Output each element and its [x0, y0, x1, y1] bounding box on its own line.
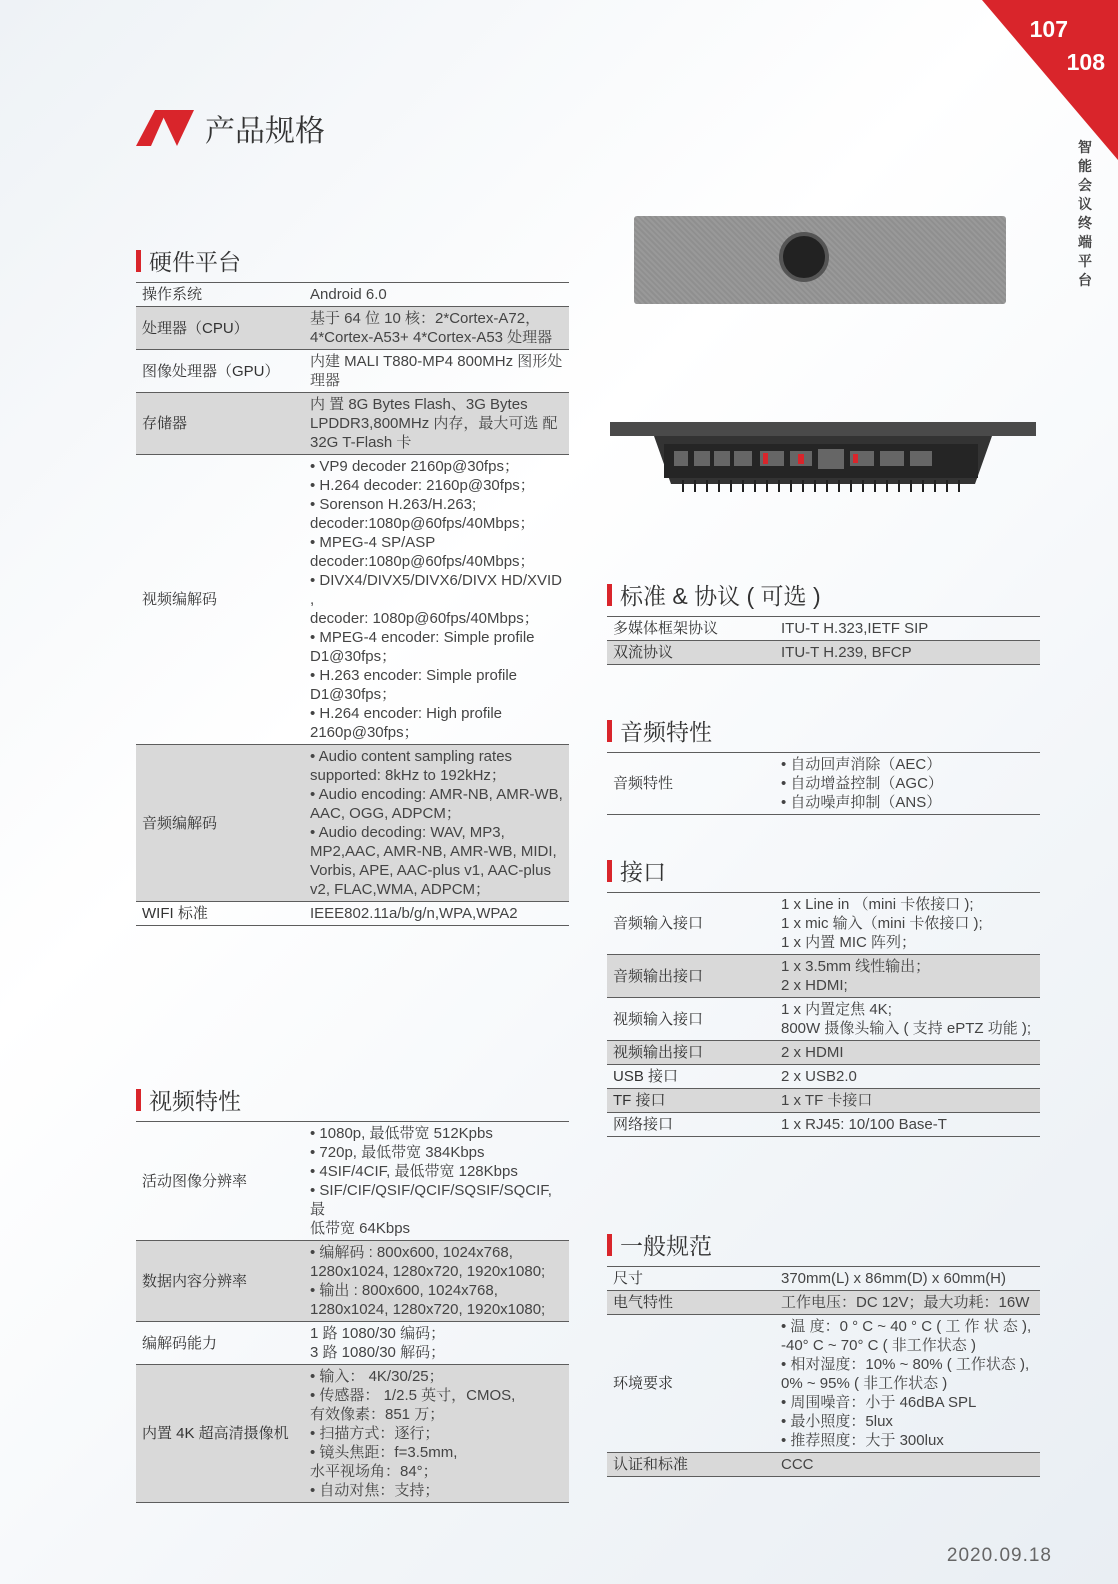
- table-row: [607, 753, 1040, 815]
- hardware-heading: [136, 244, 569, 277]
- general-heading: [607, 1228, 1040, 1261]
- spec-value-line: 1 x RJ45: 10/100 Base-T: [781, 1116, 947, 1133]
- spec-label: 认证和标准: [607, 1453, 775, 1477]
- spec-label: 音频特性: [607, 753, 775, 815]
- spec-value-line: 32G T-Flash 卡: [310, 434, 412, 451]
- hardware-rows: [136, 283, 569, 926]
- page-number-left: 107: [1029, 16, 1068, 42]
- spec-value: [304, 1365, 569, 1503]
- spec-value-line: • Audio encoding: AMR-NB, AMR-WB,: [310, 786, 563, 803]
- table-row: [136, 283, 569, 307]
- spec-value-line: • 相对湿度：10% ~ 80% ( 工作状态 ),: [781, 1356, 1030, 1373]
- interfaces-title: 接口: [620, 859, 666, 885]
- hardware-title: 硬件平台: [149, 249, 241, 275]
- spec-value-line: AAC, OGG, ADPCM；: [310, 805, 461, 822]
- spec-value: [304, 745, 569, 902]
- interfaces-heading: [607, 854, 1040, 887]
- table-row: [607, 1315, 1040, 1453]
- spec-value: [775, 1315, 1040, 1453]
- table-row: [136, 393, 569, 455]
- spec-value-line: • 720p, 最低带宽 384Kbps: [310, 1144, 485, 1161]
- spec-value-line: • 自动回声消除（AEC）: [781, 756, 942, 773]
- table-row: [136, 307, 569, 350]
- page-title: 产品规格: [205, 115, 325, 148]
- spec-value-line: 370mm(L) x 86mm(D) x 60mm(H): [781, 1270, 1007, 1287]
- spec-value-line: • 扫描方式：逐行；: [310, 1425, 440, 1442]
- page-date: 2020.09.18: [946, 1545, 1052, 1566]
- spec-value-line: • 输入： 4K/30/25；: [310, 1368, 444, 1385]
- spec-value-line: • H.264 decoder: 2160p@30fps；: [310, 477, 535, 494]
- spec-label: 视频输出接口: [607, 1041, 775, 1065]
- spec-label: 视频输入接口: [607, 998, 775, 1041]
- spec-value-line: • 温 度：0 ° C ~ 40 ° C ( 工 作 状 态 ),: [781, 1318, 1032, 1335]
- camera-lens-icon: [779, 232, 829, 282]
- spec-value: [304, 902, 569, 926]
- spec-value-line: -40° C ~ 70° C ( 非工作状态 ): [781, 1337, 976, 1354]
- video-table: [136, 1121, 569, 1503]
- table-row: [136, 1322, 569, 1365]
- interfaces-table: [607, 892, 1040, 1137]
- side-title: 智能会议终端平台: [1078, 139, 1092, 288]
- spec-value: [775, 753, 1040, 815]
- spec-value: [304, 455, 569, 745]
- spec-value-line: • H.263 encoder: Simple profile: [310, 667, 518, 684]
- spec-value-line: CCC: [781, 1456, 814, 1473]
- spec-value: [775, 1291, 1040, 1315]
- spec-value: [304, 350, 569, 393]
- spec-label: 内置 4K 超高清摄像机: [136, 1365, 304, 1503]
- spec-value-line: 2 x HDMI;: [781, 977, 848, 994]
- table-row: [607, 893, 1040, 955]
- table-row: [607, 1453, 1040, 1477]
- spec-value-line: • 推荐照度：大于 300lux: [781, 1432, 944, 1449]
- standards-rows: [607, 617, 1040, 665]
- spec-value: [775, 998, 1040, 1041]
- spec-value: [775, 617, 1040, 641]
- spec-value-line: • 自动噪声抑制（ANS）: [781, 794, 942, 811]
- spec-value-line: • 4SIF/4CIF, 最低带宽 128Kbps: [310, 1163, 518, 1180]
- spec-value: [304, 1322, 569, 1365]
- spec-value-line: Android 6.0: [310, 286, 387, 303]
- spec-value-line: 1280x1024, 1280x720, 1920x1080;: [310, 1263, 546, 1280]
- section-accent-bar: [136, 250, 141, 272]
- spec-label: 音频输入接口: [607, 893, 775, 955]
- hardware-section: [136, 244, 569, 926]
- camera-front-image: [634, 216, 1006, 304]
- main-title: [136, 106, 325, 150]
- spec-value-line: 理器: [310, 372, 341, 389]
- spec-label: 双流协议: [607, 641, 775, 665]
- spec-value-line: D1@30fps；: [310, 648, 397, 665]
- spec-value-line: 0% ~ 95% ( 非工作状态 ): [781, 1375, 948, 1392]
- video-title: 视频特性: [149, 1088, 241, 1114]
- spec-value-line: decoder: 1080p@60fps/40Mbps；: [310, 610, 539, 627]
- spec-value-line: 800W 摄像头输入 ( 支持 ePTZ 功能 );: [781, 1020, 1032, 1037]
- spec-value-line: 工作电压：DC 12V；最大功耗：16W: [781, 1294, 1030, 1311]
- hardware-table: [136, 282, 569, 926]
- spec-value-line: 3 路 1080/30 解码；: [310, 1344, 446, 1361]
- video-rows: [136, 1122, 569, 1503]
- general-title: 一般规范: [620, 1233, 712, 1259]
- standards-heading: [607, 578, 1040, 611]
- spec-value: [775, 1041, 1040, 1065]
- spec-value: [775, 1113, 1040, 1137]
- interfaces-rows: [607, 893, 1040, 1137]
- spec-value-line: decoder:1080p@60fps/40Mbps；: [310, 553, 535, 570]
- spec-value: [775, 893, 1040, 955]
- spec-label: USB 接口: [607, 1065, 775, 1089]
- spec-value: [304, 283, 569, 307]
- spec-label: 音频输出接口: [607, 955, 775, 998]
- spec-value-line: decoder:1080p@60fps/40Mbps；: [310, 515, 535, 532]
- spec-value-line: 水平视场角：84°；: [310, 1463, 438, 1480]
- spec-value-line: IEEE802.11a/b/g/n,WPA,WPA2: [310, 905, 518, 922]
- spec-value: [775, 1065, 1040, 1089]
- spec-value-line: 基于 64 位 10 核：2*Cortex-A72，: [310, 310, 541, 327]
- table-row: [136, 1365, 569, 1503]
- table-row: [607, 1291, 1040, 1315]
- spec-value-line: • SIF/CIF/QSIF/QCIF/SQSIF/SQCIF, 最: [310, 1182, 552, 1218]
- spec-value-line: • 最小照度：5lux: [781, 1413, 893, 1430]
- spec-value-line: 内 置 8G Bytes Flash、3G Bytes: [310, 396, 528, 413]
- device-rear-panel-image: [610, 422, 1036, 502]
- spec-label: 活动图像分辨率: [136, 1122, 304, 1241]
- spec-value-line: 1 x 内置 MIC 阵列；: [781, 934, 917, 951]
- spec-value-line: • 传感器： 1/2.5 英寸，CMOS,: [310, 1387, 516, 1404]
- spec-value-line: 1280x1024, 1280x720, 1920x1080;: [310, 1301, 546, 1318]
- standards-table: [607, 616, 1040, 665]
- section-accent-bar: [607, 860, 612, 882]
- spec-value-line: 2160p@30fps；: [310, 724, 419, 741]
- spec-value-line: • MPEG-4 SP/ASP: [310, 534, 436, 551]
- video-heading: [136, 1083, 569, 1116]
- spec-value: [775, 955, 1040, 998]
- audio-table: [607, 752, 1040, 815]
- spec-value-line: • MPEG-4 encoder: Simple profile: [310, 629, 535, 646]
- table-row: [607, 955, 1040, 998]
- spec-value: [304, 1122, 569, 1241]
- spec-value-line: • H.264 encoder: High profile: [310, 705, 503, 722]
- spec-label: TF 接口: [607, 1089, 775, 1113]
- spec-label: 视频编解码: [136, 455, 304, 745]
- spec-value-line: 1 x 3.5mm 线性输出；: [781, 958, 931, 975]
- spec-value-line: • 输出 : 800x600, 1024x768,: [310, 1282, 498, 1299]
- standards-title: 标准 & 协议 ( 可选 ): [620, 583, 821, 609]
- table-row: [136, 455, 569, 745]
- spec-label: 多媒体框架协议: [607, 617, 775, 641]
- spec-value: [304, 307, 569, 350]
- spec-label: 电气特性: [607, 1291, 775, 1315]
- audio-title: 音频特性: [620, 719, 712, 745]
- general-section: [607, 1228, 1040, 1477]
- spec-value-line: 1 x mic 输入（mini 卡侬接口 );: [781, 915, 983, 932]
- spec-value-line: 1 x 内置定焦 4K;: [781, 1001, 892, 1018]
- spec-value-line: • 自动增益控制（AGC）: [781, 775, 943, 792]
- table-row: [136, 350, 569, 393]
- table-row: [136, 1122, 569, 1241]
- spec-value-line: • 周围噪音：小于 46dBA SPL: [781, 1394, 977, 1411]
- audio-heading: [607, 714, 1040, 747]
- spec-value-line: 2 x HDMI: [781, 1044, 844, 1061]
- table-row: [607, 1089, 1040, 1113]
- spec-value-line: • 编解码 : 800x600, 1024x768,: [310, 1244, 513, 1261]
- spec-value: [775, 1453, 1040, 1477]
- spec-value-line: supported: 8kHz to 192kHz；: [310, 767, 506, 784]
- section-accent-bar: [607, 1234, 612, 1256]
- spec-value: [304, 393, 569, 455]
- section-accent-bar: [607, 720, 612, 742]
- spec-value-line: • 镜头焦距：f=3.5mm,: [310, 1444, 458, 1461]
- spec-label: 图像处理器（GPU）: [136, 350, 304, 393]
- general-rows: [607, 1267, 1040, 1477]
- audio-section: [607, 714, 1040, 815]
- spec-value-line: MP2,AAC, AMR-NB, AMR-WB, MIDI,: [310, 843, 557, 860]
- page-number-right: 108: [1066, 49, 1105, 75]
- spec-label: 音频编解码: [136, 745, 304, 902]
- table-row: [607, 1041, 1040, 1065]
- spec-label: 尺寸: [607, 1267, 775, 1291]
- table-row: [136, 745, 569, 902]
- spec-value-line: D1@30fps；: [310, 686, 397, 703]
- spec-value-line: 有效像素：851 万；: [310, 1406, 445, 1423]
- spec-value-line: Vorbis, APE, AAC-plus v1, AAC-plus: [310, 862, 551, 879]
- spec-value-line: • DIVX4/DIVX5/DIVX6/DIVX HD/XVID ,: [310, 572, 562, 608]
- section-accent-bar: [136, 1089, 141, 1111]
- audio-rows: [607, 753, 1040, 815]
- spec-value-line: ITU-T H.323,IETF SIP: [781, 620, 929, 637]
- table-row: [607, 1065, 1040, 1089]
- spec-label: 编解码能力: [136, 1322, 304, 1365]
- table-row: [136, 902, 569, 926]
- spec-value-line: 4*Cortex-A53+ 4*Cortex-A53 处理器: [310, 329, 553, 346]
- spec-value-line: • Audio content sampling rates: [310, 748, 513, 765]
- interfaces-section: [607, 854, 1040, 1137]
- spec-value: [775, 641, 1040, 665]
- spec-value-line: ITU-T H.239, BFCP: [781, 644, 912, 661]
- spec-label: 操作系统: [136, 283, 304, 307]
- spec-value: [304, 1241, 569, 1322]
- table-row: [607, 1113, 1040, 1137]
- table-row: [607, 1267, 1040, 1291]
- table-row: [607, 617, 1040, 641]
- table-row: [607, 641, 1040, 665]
- spec-label: 环境要求: [607, 1315, 775, 1453]
- spec-value-line: • 1080p, 最低带宽 512Kpbs: [310, 1125, 493, 1142]
- spec-label: 数据内容分辨率: [136, 1241, 304, 1322]
- standards-section: [607, 578, 1040, 665]
- brand-logo-icon: [136, 110, 194, 146]
- spec-value-line: 低带宽 64Kbps: [310, 1220, 411, 1237]
- spec-value-line: 1 路 1080/30 编码；: [310, 1325, 446, 1342]
- spec-value-line: • Sorenson H.263/H.263;: [310, 496, 477, 513]
- spec-value-line: v2, FLAC,WMA, ADPCM；: [310, 881, 491, 898]
- spec-value-line: 1 x Line in （mini 卡侬接口 );: [781, 896, 974, 913]
- spec-value: [775, 1267, 1040, 1291]
- table-row: [607, 998, 1040, 1041]
- spec-value-line: • VP9 decoder 2160p@30fps；: [310, 458, 519, 475]
- spec-value-line: 1 x TF 卡接口: [781, 1092, 873, 1109]
- general-table: [607, 1266, 1040, 1477]
- spec-label: 存储器: [136, 393, 304, 455]
- spec-value-line: • Audio decoding: WAV, MP3,: [310, 824, 505, 841]
- section-accent-bar: [607, 584, 612, 606]
- spec-value-line: 2 x USB2.0: [781, 1068, 857, 1085]
- table-row: [136, 1241, 569, 1322]
- spec-label: 处理器（CPU）: [136, 307, 304, 350]
- video-section: [136, 1083, 569, 1503]
- spec-value-line: 内建 MALI T880-MP4 800MHz 图形处: [310, 353, 563, 370]
- spec-value-line: • 自动对焦：支持；: [310, 1482, 440, 1499]
- spec-value-line: LPDDR3,800MHz 内存，最大可选 配: [310, 415, 558, 432]
- spec-label: WIFI 标准: [136, 902, 304, 926]
- spec-label: 网络接口: [607, 1113, 775, 1137]
- spec-value: [775, 1089, 1040, 1113]
